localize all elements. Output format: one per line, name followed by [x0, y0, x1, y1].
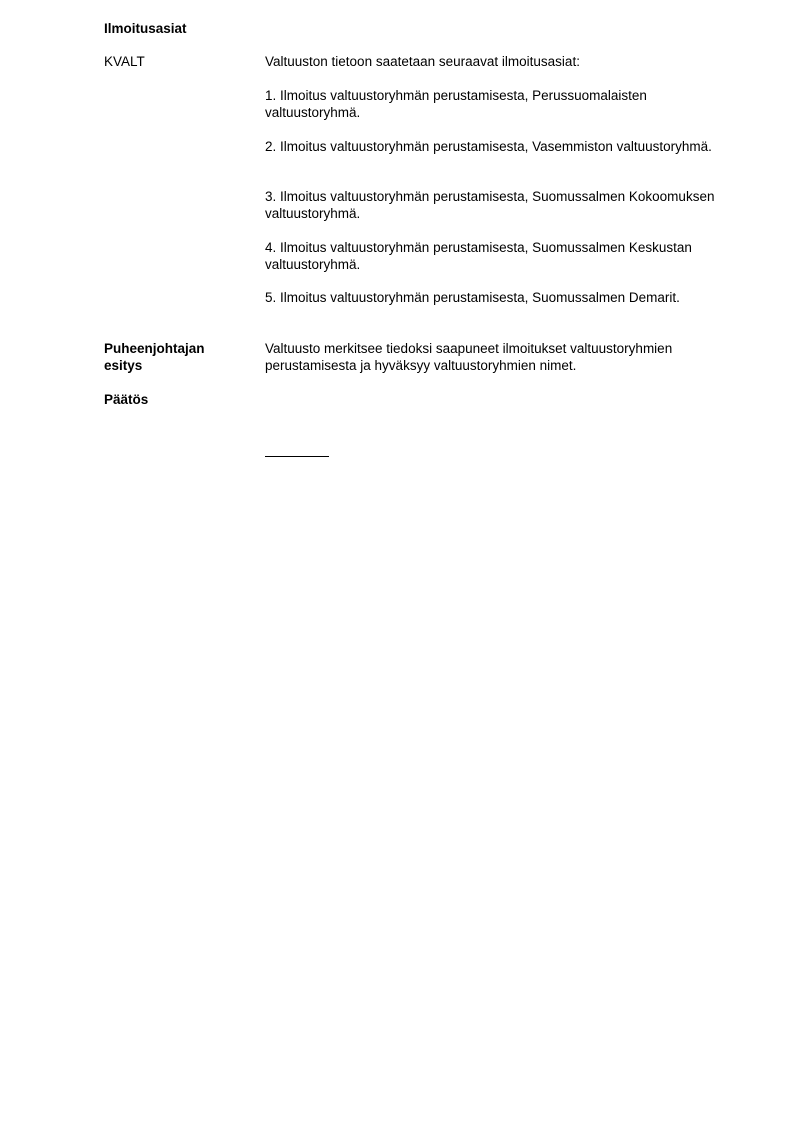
list-item: 5. Ilmoitus valtuustoryhmän perustamisesta, Suomussalmen Demarit.: [265, 290, 680, 305]
proposal-label-line2: esitys: [104, 358, 143, 373]
list-item: 2. Ilmoitus valtuustoryhmän perustamisesta, Vasemmiston valtuustoryhmä.: [265, 139, 712, 154]
signature-divider: [265, 456, 329, 457]
intro-text: Valtuuston tietoon saatetaan seuraavat ilmoitusasiat:: [265, 54, 580, 69]
list-item: 4. Ilmoitus valtuustoryhmän perustamisesta, Suomussalmen Keskustan valtuustoryhmä.: [265, 240, 692, 272]
list-item: 3. Ilmoitus valtuustoryhmän perustamisesta, Suomussalmen Kokoomuksen valtuustoryhmä.: [265, 189, 715, 221]
body-label: KVALT: [104, 54, 145, 69]
proposal-label-line1: Puheenjohtajan: [104, 341, 205, 356]
proposal-label: [104, 340, 254, 374]
proposal-text: Valtuusto merkitsee tiedoksi saapuneet ilmoitukset valtuustoryhmien perustamisesta ja hyväksyy valtuustoryhmien nimet.: [265, 341, 673, 373]
list-item: 1. Ilmoitus valtuustoryhmän perustamisesta, Perussuomalaisten valtuustoryhmä.: [265, 88, 647, 120]
page-title: Ilmoitusasiat: [104, 21, 187, 36]
decision-label: Päätös: [104, 392, 149, 407]
